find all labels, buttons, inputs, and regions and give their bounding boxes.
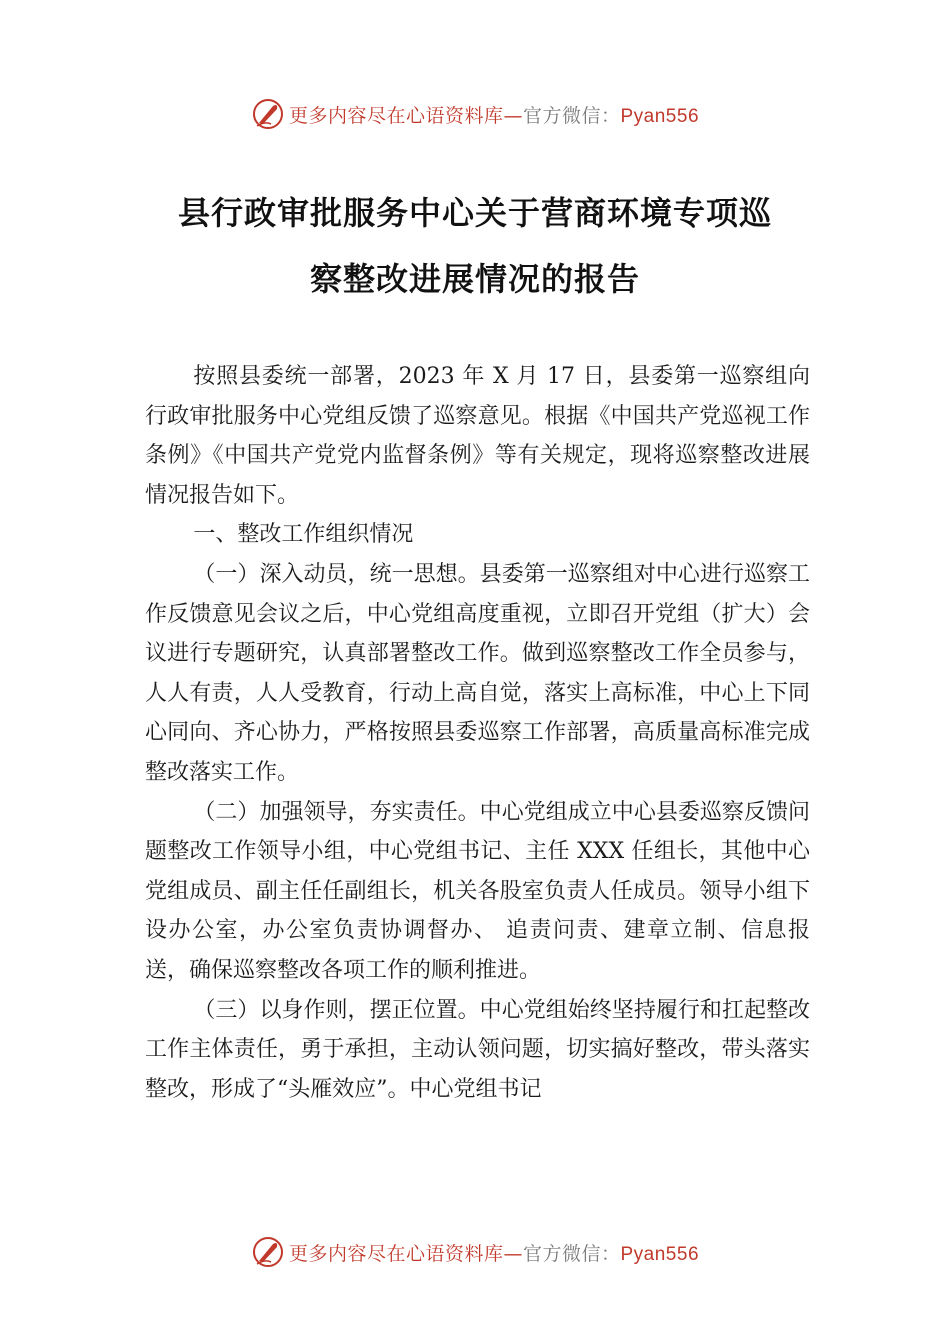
- watermark-text: 更多内容尽在心语资料库—官方微信：Pyan556: [288, 1242, 700, 1265]
- document-title: [140, 180, 810, 312]
- header-watermark: [0, 96, 950, 132]
- title-line-2: 察整改进展情况的报告: [309, 260, 640, 298]
- quill-pen-logo-icon: [251, 1235, 285, 1269]
- paragraph-3: （三）以身作则，摆正位置。中心党组始终坚持履行和扛起整改工作主体责任，勇于承担，主动认领问题，切实搞好整改，带头落实整改，形成了“头雁效应”。中心党组书记: [145, 997, 810, 1102]
- document-body: [145, 357, 810, 1109]
- footer-watermark: [0, 1234, 950, 1270]
- paragraph-1: （一）深入动员，统一思想。县委第一巡察组对中心进行巡察工作反馈意见会议之后，中心党组高度重视，立即召开党组（扩大）会议进行专题研究，认真部署整改工作。做到巡察整改工作全员参与，人人有责，人人受教育，行动上高自觉，落实上高标准，中心上下同心同向、齐心协力，严格按照县委巡察工作部署，高质量高标准完成整改落实工作。: [145, 561, 810, 785]
- paragraph-2: （二）加强领导，夯实责任。中心党组成立中心县委巡察反馈问题整改工作领导小组，中心党组书记、主任 XXX 任组长，其他中心党组成员、副主任任副组长，机关各股室负责人任成员。领导小组下设办公室，办公室负责协调督办、 追责问责、建章立制、信息报送，确保巡察整改各项工作的顺利推进。: [145, 799, 810, 983]
- quill-pen-logo-icon: [251, 97, 285, 131]
- title-line-1: 县行政审批服务中心关于营商环境专项巡: [177, 194, 772, 232]
- paragraph-intro: 按照县委统一部署，2023 年 X 月 17 日，县委第一巡察组向行政审批服务中心党组反馈了巡察意见。根据《中国共产党巡视工作条例》《中国共产党党内监督条例》等有关规定，现将巡察整改进展情况报告如下。: [145, 364, 810, 508]
- section-heading-1: 一、整改工作组织情况: [193, 522, 414, 548]
- watermark-text: 更多内容尽在心语资料库—官方微信：Pyan556: [288, 104, 700, 127]
